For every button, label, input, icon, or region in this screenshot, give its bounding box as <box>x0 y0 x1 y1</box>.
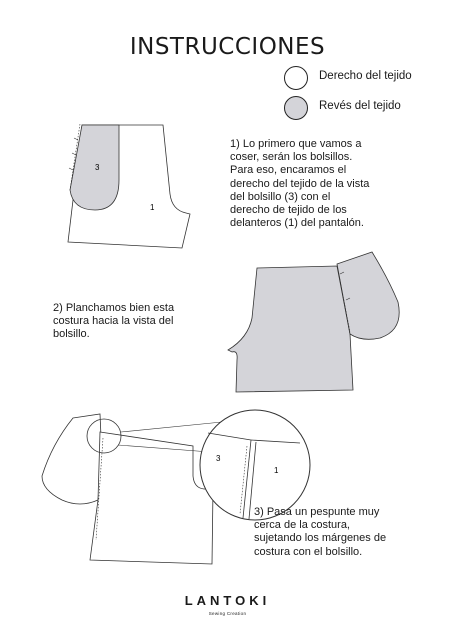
step-2-text: 2) Planchamos bien esta costura hacia la vista del bolsillo. <box>53 302 175 341</box>
step-1-text: 1) Lo primero que vamos a coser, serán los bolsillos. Para eso, encaramos el derecho del tejido de la vista del bolsillo (3) con el derecho de tejido de los delanteros (1) del pantalón. <box>230 138 370 230</box>
fig3-front-number: 1 <box>274 466 279 475</box>
step-3-text: 3) Pasa un pespunte muy cerca de la costura, sujetando los márgenes de costura con el bolsillo. <box>254 506 387 558</box>
fig1-pocket-number: 3 <box>95 163 100 172</box>
brand-tagline: Sewing Creation <box>208 611 247 616</box>
page-title: INSTRUCCIONES <box>129 34 326 60</box>
pocket-facing-right-side <box>42 414 102 504</box>
legend-right-side-label: Derecho del tejido <box>319 70 412 82</box>
zoom-detail-circle-icon <box>200 410 310 520</box>
fig1-front-number: 1 <box>150 203 155 212</box>
fig3-pocket-number: 3 <box>216 454 221 463</box>
legend-wrong-side-label: Revés del tejido <box>319 100 401 112</box>
front-piece-right-side <box>90 432 213 564</box>
brand-logo: LANTOKI <box>184 593 271 608</box>
